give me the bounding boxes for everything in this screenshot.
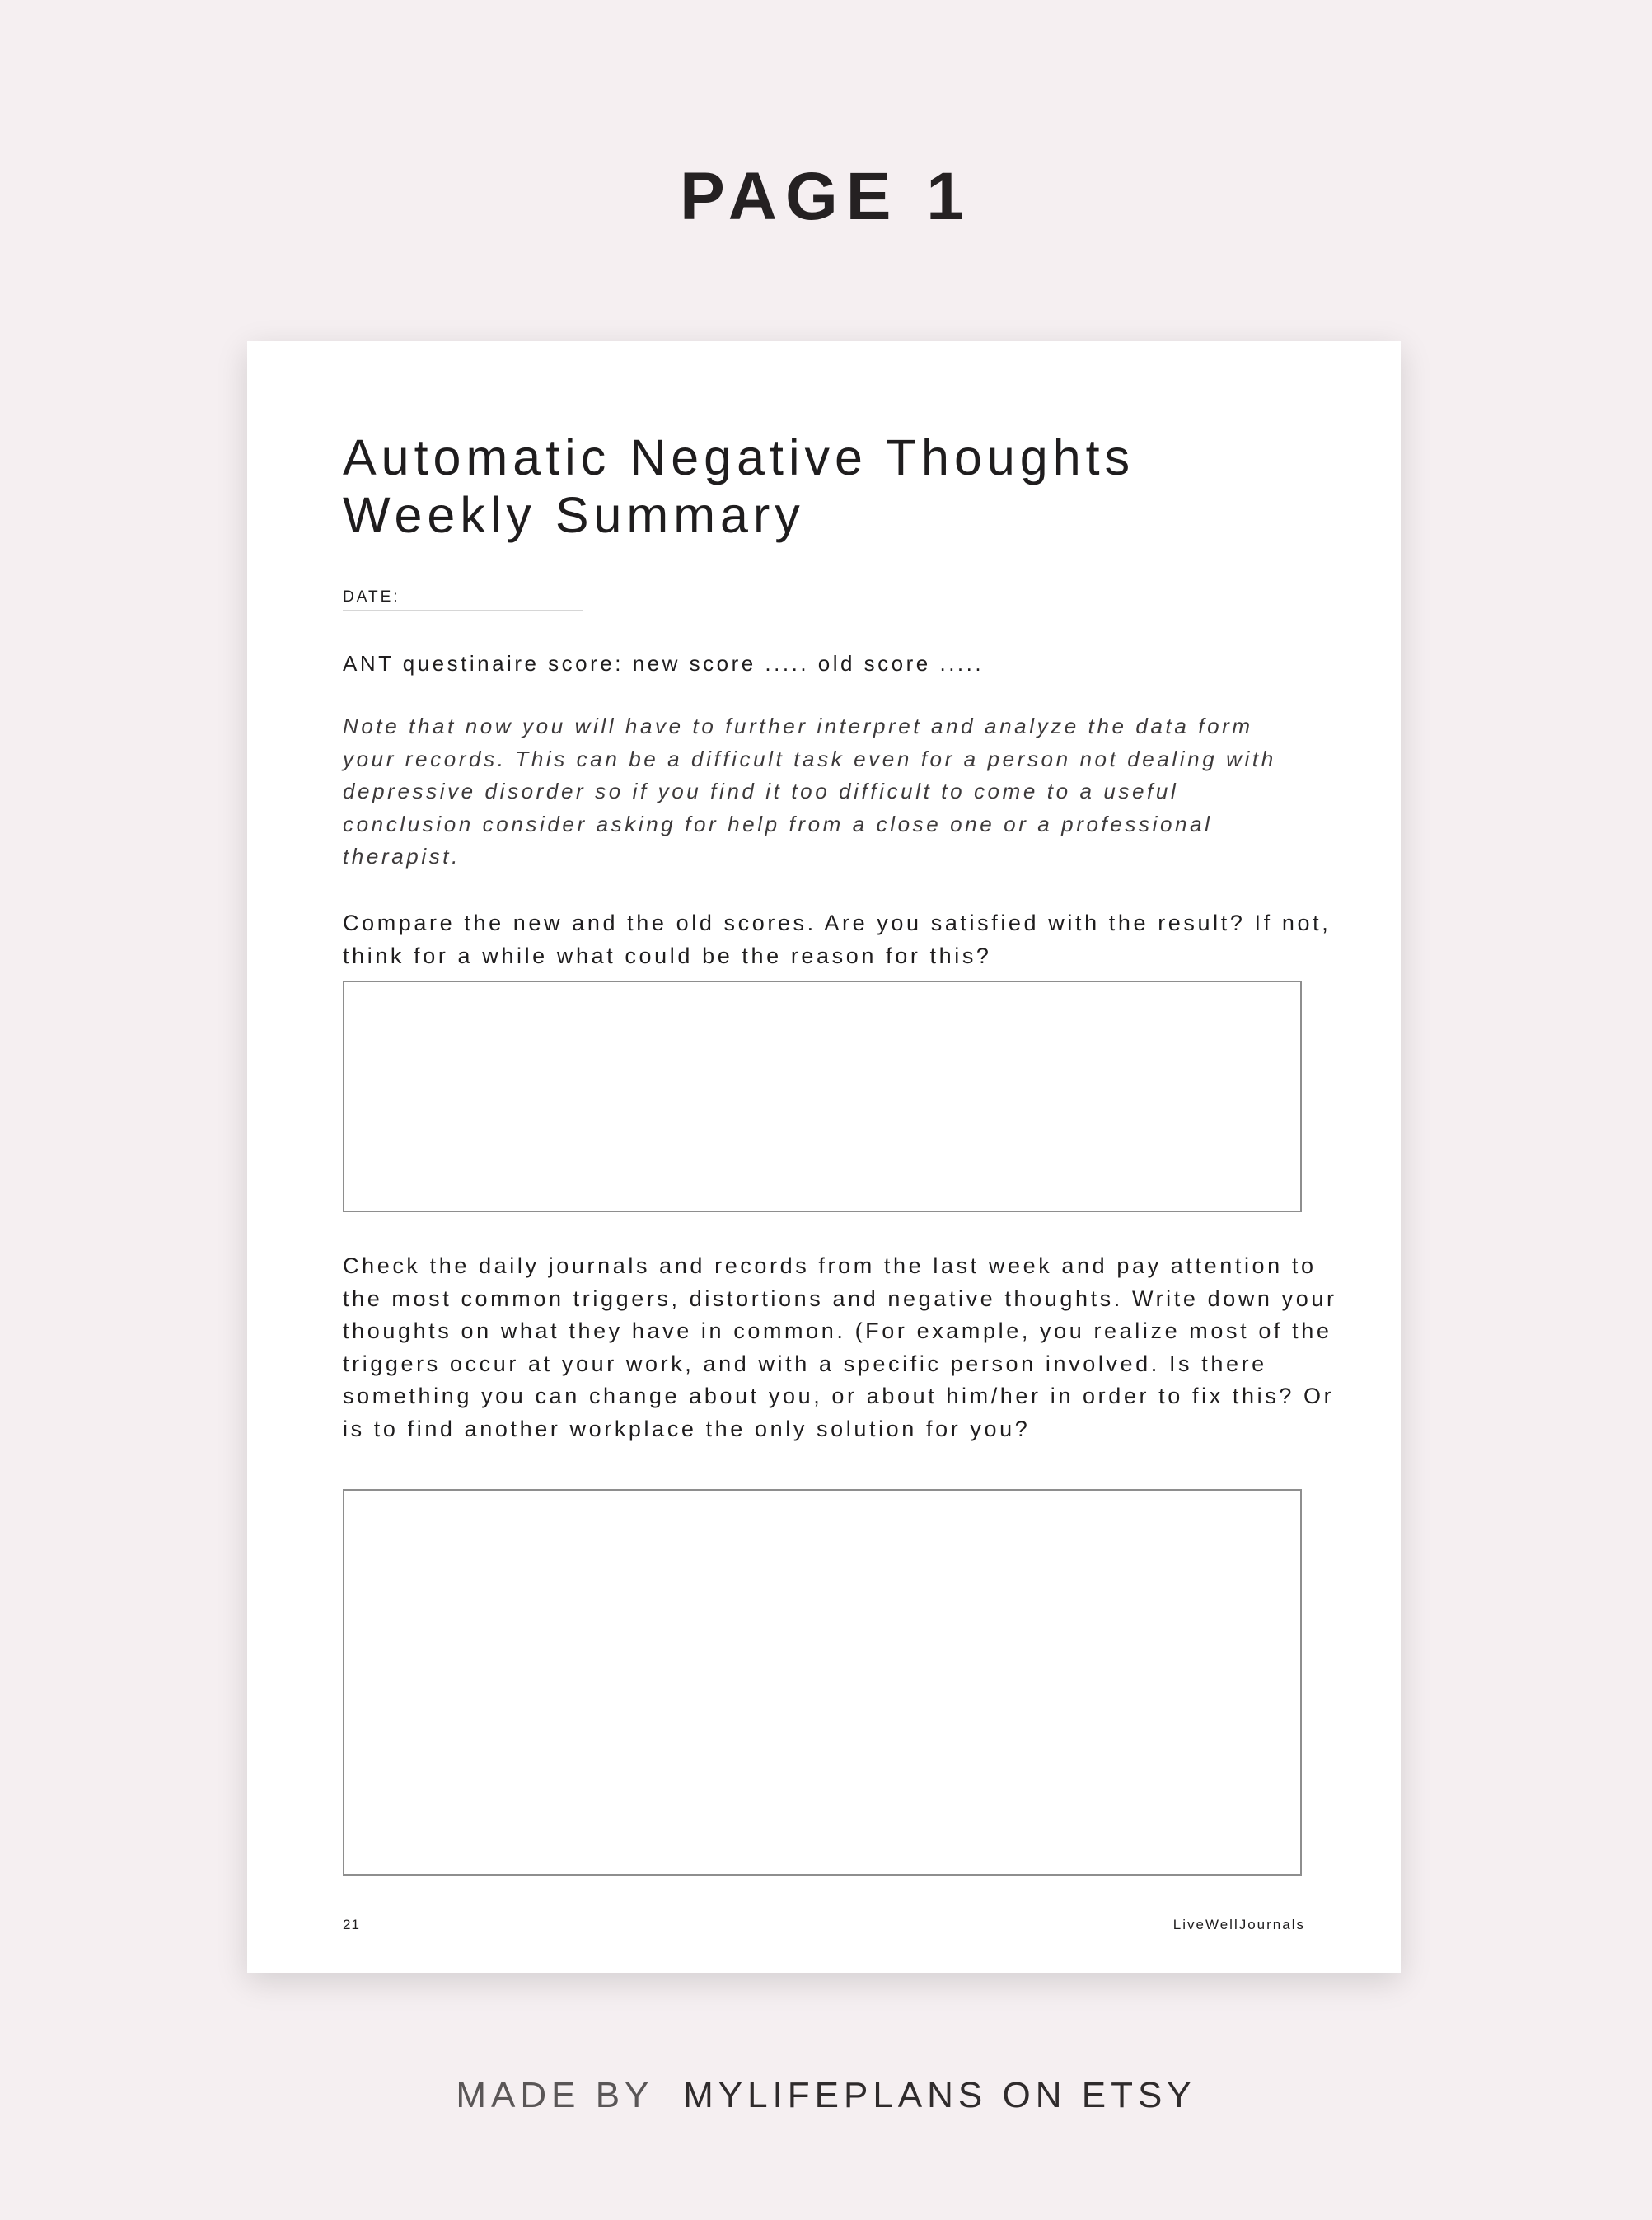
prompt-common-triggers: Check the daily journals and records from the last week and pay attention to the most common triggers, distortions and negative thoughts. Write down your thoughts on what they have in common. (For example, you realize most of the triggers occur at your work, and with a specific person involved. Is there something you can change about you, or about him/her in order to fix this? Or is to find another workplace the only solution for you?: [343, 1253, 1337, 1441]
brand-label: LiveWellJournals: [1172, 1917, 1305, 1932]
page-number: 21: [343, 1917, 360, 1932]
score-line: ANT questinaire score: new score ..... old score .....: [343, 651, 985, 676]
worksheet-title-line-1: Automatic Negative Thoughts: [343, 429, 1135, 485]
footer-credit: [0, 2075, 1652, 2116]
worksheet-title: [343, 429, 1331, 544]
date-field[interactable]: [343, 588, 583, 611]
worksheet-title-line-2: Weekly Summary: [343, 487, 805, 543]
worksheet-page: [247, 341, 1401, 1973]
answer-box-common-triggers[interactable]: [343, 1489, 1302, 1876]
prompt-compare-scores: Compare the new and the old scores. Are you satisfied with the result? If not, think for a while what could be the reason for this?: [343, 911, 1331, 968]
instruction-note: Note that now you will have to further interpret and analyze the data form your records. This can be a difficult task even for a person not dealing with depressive disorder so if you find it too difficult to come to a useful conclusion consider asking for help from a close one or a professional therapist.: [343, 714, 1276, 869]
footer-shop-name: MYLIFEPLANS ON ETSY: [683, 2075, 1196, 2115]
date-label: DATE:: [343, 588, 400, 606]
answer-box-compare-scores[interactable]: [343, 981, 1302, 1212]
page-heading: PAGE 1: [680, 159, 972, 234]
footer-made-by: MADE BY: [456, 2075, 653, 2115]
